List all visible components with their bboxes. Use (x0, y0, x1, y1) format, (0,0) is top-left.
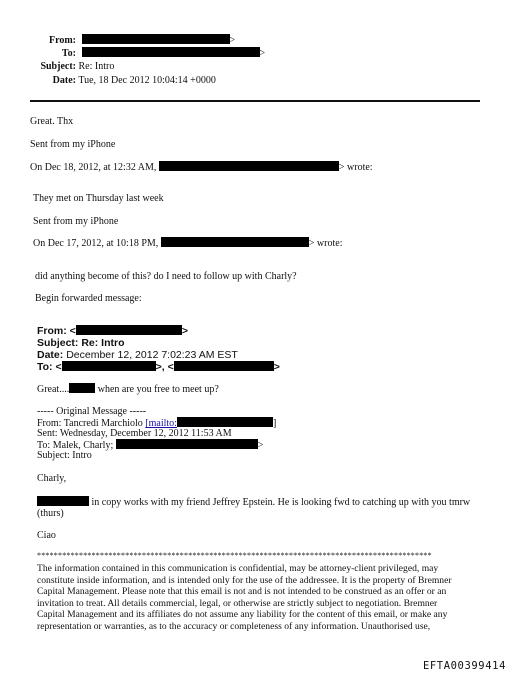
redaction-block (174, 361, 274, 371)
disclaimer-separator: ********************************************************************************************** (37, 551, 432, 560)
msg1-signature: Sent from my iPhone (30, 139, 116, 150)
fwd-from-row: From: < > (37, 325, 188, 337)
fwd-to-row: To: < >, < > (37, 361, 280, 373)
quote2-prefix: On Dec 17, 2012, at 10:18 PM, (33, 238, 159, 249)
redaction-block (116, 439, 258, 449)
fwd-subject-value: Re: Intro (81, 337, 125, 349)
fwd-to-label: To: (37, 361, 53, 373)
original-to-row: To: Malek, Charly; > (37, 440, 264, 451)
header-date-row (0, 75, 216, 87)
disclaimer-text: The information contained in this communication is confidential, may be attorney-client privileged, may constitute inside information, and is intended only for the use of the addressee. It is the property of Bremner Capital Management. Please note that this email is not and is not intended to be construed as an offer or an invitation to treat. All details commercial, legal, or otherwise are strictly subject to negotiation. Bremner Capital Management and its affiliates do not assume any liability for the content of this email, or make any representation or warranties, as to the accuracy or completeness of any information. Unauthorised use, (37, 563, 452, 632)
msg2-body: They met on Thursday last week (33, 193, 164, 204)
msg2-signature: Sent from my iPhone (33, 216, 119, 227)
fwd-body-suffix: when are you free to meet up? (97, 384, 219, 395)
original-from-row: From: Tancredi Marchiolo [mailto: ] (37, 418, 277, 429)
redaction-block (37, 496, 89, 506)
mailto-link[interactable]: [mailto: (145, 418, 177, 429)
original-from-text: From: Tancredi Marchiolo (37, 418, 143, 429)
fwd-from-label: From: (37, 325, 67, 337)
header-from-row: From: > (0, 34, 235, 47)
header-from-label: From: (48, 35, 76, 46)
document-id: EFTA00399414 (422, 660, 506, 672)
header-date-value: Tue, 18 Dec 2012 10:04:14 +0000 (78, 75, 216, 86)
header-divider (30, 100, 480, 102)
redaction-block (69, 383, 95, 393)
redaction-block (161, 237, 309, 247)
quote1-prefix: On Dec 18, 2012, at 12:32 AM, (30, 162, 157, 173)
header-to-row: To: > (0, 47, 265, 60)
redaction-block (82, 47, 260, 57)
header-subject-row (0, 61, 114, 73)
fwd-date-label: Date: (37, 349, 64, 361)
fwd-subject-label: Subject: (37, 337, 79, 349)
forwarded-label: Begin forwarded message: (35, 293, 142, 304)
salutation: Charly, (37, 473, 67, 484)
signoff: Ciao (37, 530, 56, 541)
body-main-text: in copy works with my friend Jeffrey Epstein. He is looking fwd to catching up with you tmrw (91, 497, 471, 508)
body-continuation: (thurs) (37, 508, 64, 519)
msg3-body: did anything become of this? do I need to follow up with Charly? (35, 271, 297, 282)
header-subject-value: Re: Intro (78, 61, 115, 72)
msg1-body: Great. Thx (30, 116, 74, 127)
original-to-text: To: Malek, Charly; (37, 440, 114, 451)
header-subject-label: Subject: (40, 61, 76, 72)
original-subject: Subject: Intro (37, 450, 92, 461)
quote2-attribution (33, 237, 342, 250)
original-divider: ----- Original Message ----- (37, 406, 147, 417)
fwd-body-prefix: Great.... (37, 384, 70, 395)
fwd-date-value: December 12, 2012 7:02:23 AM EST (66, 349, 238, 361)
original-sent: Sent: Wednesday, December 12, 2012 11:53 AM (37, 428, 232, 439)
header-date-label: Date: (52, 75, 76, 86)
quote1-suffix: > wrote: (338, 162, 373, 173)
redaction-block (76, 325, 182, 335)
body-main-row (37, 496, 470, 509)
fwd-body (37, 383, 219, 396)
quote1-attribution (30, 161, 373, 174)
quote2-suffix: > wrote: (308, 238, 343, 249)
fwd-subject-row (37, 337, 125, 349)
fwd-date-row (37, 349, 238, 361)
redaction-block (159, 161, 339, 171)
redaction-block (82, 34, 230, 44)
header-to-label: To: (61, 48, 76, 59)
redaction-block (177, 417, 273, 427)
redaction-block (62, 361, 156, 371)
